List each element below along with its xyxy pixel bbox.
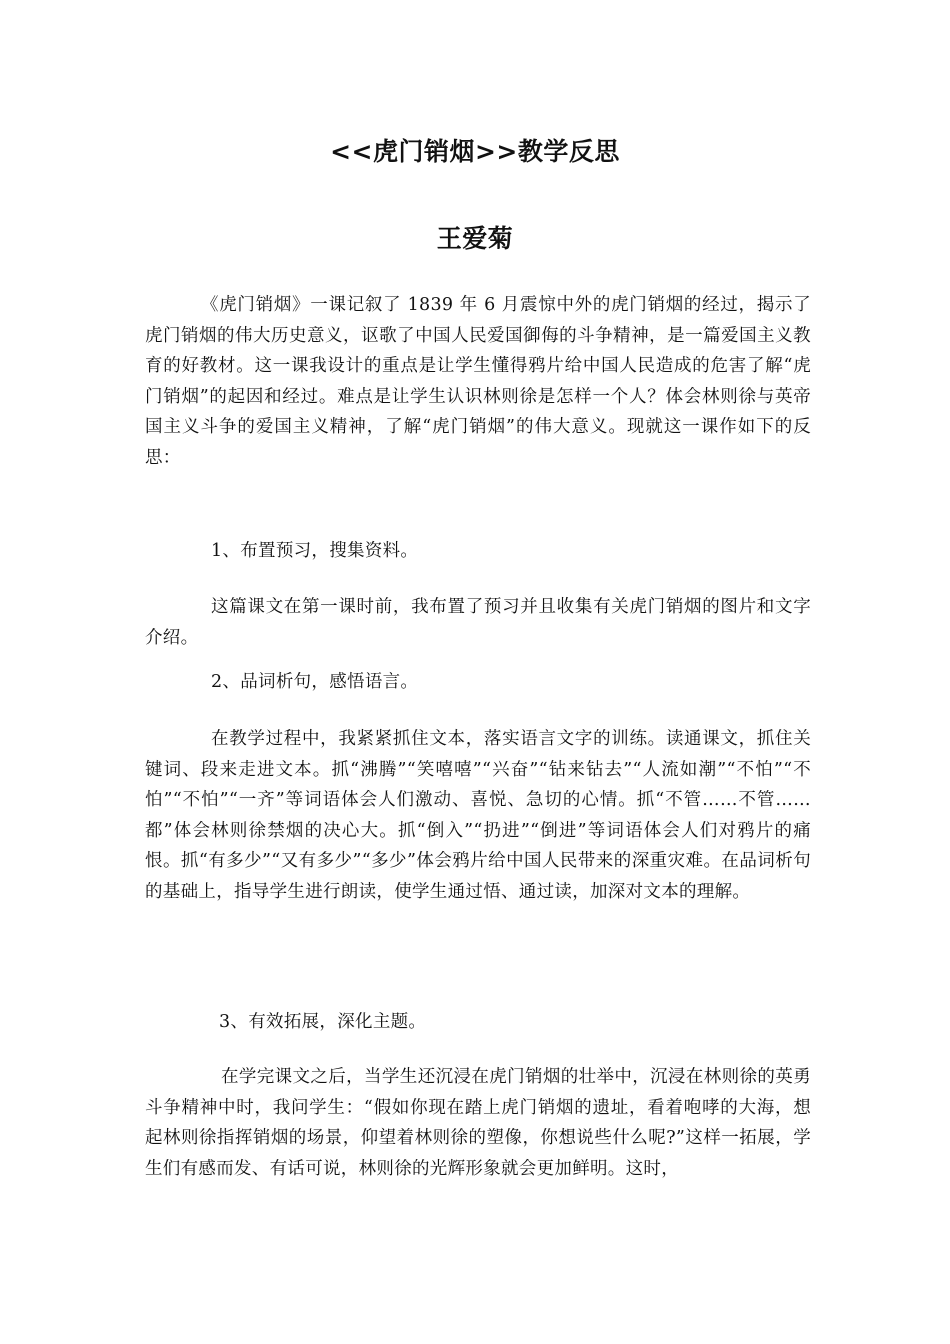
author-name: 王爱菊	[436, 224, 514, 253]
intro-paragraph: 《虎门销烟》一课记叙了 1839 年 6 月震惊中外的虎门销烟的经过，揭示了虎门销烟的伟大历史意义，讴歌了中国人民爱国御侮的斗争精神，是一篇爱国主义教育的好教材。这一课我设计的重点是让学生懂得鸦片给中国人民造成的危害了解“虎门销烟”的起因和经过。难点是让学生认识林则徐是怎样一个人？体会林则徐与英帝国主义斗争的爱国主义精神，了解“虎门销烟”的伟大意义。现就这一课作如下的反思：	[145, 295, 811, 468]
section-paragraph-1: 这篇课文在第一课时前，我布置了预习并且收集有关虎门销烟的图片和文字介绍。	[145, 597, 811, 648]
document-title: <<虎门销烟>>教学反思	[330, 137, 620, 166]
section-heading-2: 2、品词析句，感悟语言。	[211, 672, 419, 692]
section-heading-3: 3、有效拓展，深化主题。	[219, 1012, 427, 1032]
section-paragraph-2: 在教学过程中，我紧紧抓住文本，落实语言文字的训练。读通课文，抓住关键词、段来走进文本。抓“沸腾”“笑嘻嘻”“兴奋”“钻来钻去”“人流如潮”“不怕”“不怕”“不怕”“一齐”等词语体会人们激动、喜悦、急切的心情。抓“不管……不管……都”体会林则徐禁烟的决心大。抓“倒入”“扔进”“倒进”等词语体会人们对鸦片的痛恨。抓“有多少”“又有多少”“多少”体会鸦片给中国人民带来的深重灾难。在品词析句的基础上，指导学生进行朗读，使学生通过悟、通过读，加深对文本的理解。	[145, 729, 811, 902]
section-paragraph-3: 在学完课文之后，当学生还沉浸在虎门销烟的壮举中，沉浸在林则徐的英勇斗争精神中时，我问学生：“假如你现在踏上虎门销烟的遗址，看着咆哮的大海，想起林则徐指挥销烟的场景，仰望着林则徐的塑像，你想说些什么呢?”这样一拓展，学生们有感而发、有话可说，林则徐的光辉形象就会更加鲜明。这时，	[145, 1067, 811, 1179]
section-heading-1: 1、布置预习，搜集资料。	[211, 541, 419, 561]
